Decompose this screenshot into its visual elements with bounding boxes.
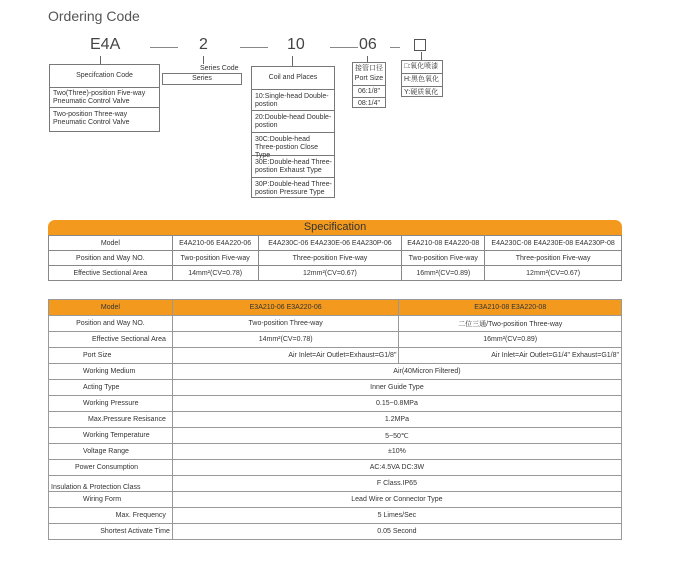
table-header-row [49, 300, 622, 316]
table-row [49, 428, 622, 444]
connector-line [292, 56, 293, 66]
code-dash [330, 47, 358, 48]
spec-code-box [49, 64, 160, 132]
table-cell: 二位三通/Two-position Three-way [399, 316, 622, 332]
specification-title: Specification [48, 220, 622, 235]
connector-line [203, 56, 204, 64]
row-label: Effective Sectional Area [49, 266, 173, 281]
connector-line [421, 52, 422, 60]
table-cell: 1.2MPa [172, 412, 621, 428]
coil-row: 10:Single-head Double-postion [252, 90, 334, 111]
table-row [49, 476, 622, 492]
row-label: Working Temperature [49, 428, 173, 444]
row-label: Position and Way NO. [49, 316, 173, 332]
table-cell: Air Inlet=Air Outlet=Exhaust=G1/8" [172, 348, 399, 364]
table-row [49, 316, 622, 332]
row-label: Working Medium [49, 364, 173, 380]
port-row: 06:1/8" [353, 86, 385, 98]
row-label: Acting Type [49, 380, 173, 396]
table-cell: E4A210-06 E4A220-06 [172, 236, 258, 251]
spec-code-row: Two(Three)-position Five-way Pneumatic Control Valve [50, 88, 159, 108]
table-cell: 12mm²(CV=0.67) [485, 266, 622, 281]
table-cell: 5~50℃ [172, 428, 621, 444]
header-cell: E3A210-06 E3A220-06 [172, 300, 399, 316]
series-box: Series [162, 73, 242, 85]
row-label: Wiring Form [49, 492, 173, 508]
table-cell: 16mm²(CV=0.89) [402, 266, 485, 281]
table-row [49, 332, 622, 348]
table-cell: Two-position Five-way [402, 251, 485, 266]
table-cell: 14mm²(CV=0.78) [172, 332, 399, 348]
port-cn-label: 接管口径 [355, 65, 383, 72]
row-label: Position and Way NO. [49, 251, 173, 266]
code-part-series: E4A [90, 36, 121, 53]
coil-row: 20:Double-head Double-postion [252, 111, 334, 133]
table-cell: Inner Guide Type [172, 380, 621, 396]
table-cell: Three-position Five-way [258, 251, 402, 266]
table-cell: Air(40Micron Filtered) [172, 364, 621, 380]
finish-row: □:氧化喷漆 [402, 61, 442, 74]
connector-line [100, 56, 101, 64]
row-label: Power Consumption [49, 460, 173, 476]
code-part-port: 06 [359, 36, 377, 53]
finish-row: H:黑色氧化 [402, 74, 442, 87]
table-row [49, 412, 622, 428]
finish-box [401, 60, 443, 97]
table-cell: 16mm²(CV=0.89) [399, 332, 622, 348]
row-label: Port Size [49, 348, 173, 364]
table-cell: 5 Limes/Sec [172, 508, 621, 524]
table-cell: E4A210-08 E4A220-08 [402, 236, 485, 251]
row-label: Max.Pressure Resisance [49, 412, 173, 428]
coil-row: 30E:Double-head Three-postion Exhaust Type [252, 156, 334, 178]
table-row [49, 396, 622, 412]
spec-table-1 [48, 235, 622, 281]
table-cell: 12mm²(CV=0.67) [258, 266, 402, 281]
page-title: Ordering Code [48, 8, 140, 24]
code-part-coil: 10 [287, 36, 305, 53]
row-label: Model [49, 236, 173, 251]
table-cell: E4A230C-08 E4A230E-08 E4A230P-08 [485, 236, 622, 251]
table-row [49, 524, 622, 540]
table-row [49, 460, 622, 476]
table-row [49, 444, 622, 460]
table-cell: 0.15~0.8MPa [172, 396, 621, 412]
table-cell: 14mm²(CV=0.78) [172, 266, 258, 281]
table-row [49, 251, 622, 266]
row-label: Working Pressure [49, 396, 173, 412]
code-dash [390, 47, 400, 48]
table-cell: Lead Wire or Connector Type [172, 492, 621, 508]
table-cell: E4A230C-06 E4A230E-06 E4A230P-06 [258, 236, 402, 251]
table-cell: ±10% [172, 444, 621, 460]
series-code-label: Series Code [200, 65, 239, 72]
row-label: Effective Sectional Area [49, 332, 173, 348]
port-box [352, 62, 386, 108]
row-label: Insulation & Protection Class [49, 476, 173, 492]
table-row [49, 236, 622, 251]
row-label: Voltage Range [49, 444, 173, 460]
table-row [49, 348, 622, 364]
port-row: 08:1/4" [358, 100, 380, 107]
table-cell: Two-position Five-way [172, 251, 258, 266]
finish-code-box-icon [414, 39, 426, 51]
table-row [49, 508, 622, 524]
table-row [49, 364, 622, 380]
table-cell: Two-position Three-way [172, 316, 399, 332]
coil-row: 30P:Double-head Three-postion Pressure Type [255, 181, 332, 196]
header-cell: E3A210-08 E3A220-08 [399, 300, 622, 316]
spec-code-header: Specifcation Code [50, 65, 159, 88]
port-header: Port Size [353, 74, 385, 86]
row-label: Max. Frequency [49, 508, 173, 524]
code-dash [240, 47, 268, 48]
table-cell: Three-position Five-way [485, 251, 622, 266]
table-row [49, 380, 622, 396]
table-cell: AC:4.5VA DC:3W [172, 460, 621, 476]
spec-table-2 [48, 299, 622, 540]
spec-code-row: Two-position Three-way Pneumatic Control Valve [53, 111, 130, 126]
table-cell: 0.05 Second [172, 524, 621, 540]
coil-box [251, 66, 335, 198]
table-cell: Air Inlet=Air Outlet=G1/4" Exhaust=G1/8" [399, 348, 622, 364]
coil-header: Coil and Places [252, 67, 334, 90]
coil-row: 30C:Double-head Three-postion Close Type [252, 133, 334, 156]
code-dash [150, 47, 178, 48]
finish-row: Y:硬质氧化 [404, 89, 439, 96]
table-row [49, 266, 622, 281]
table-row [49, 492, 622, 508]
code-part-type: 2 [199, 36, 208, 53]
row-label: Shortest Activate Time [49, 524, 173, 540]
table-cell: F Class.IP65 [172, 476, 621, 492]
header-label: Model [49, 300, 173, 316]
